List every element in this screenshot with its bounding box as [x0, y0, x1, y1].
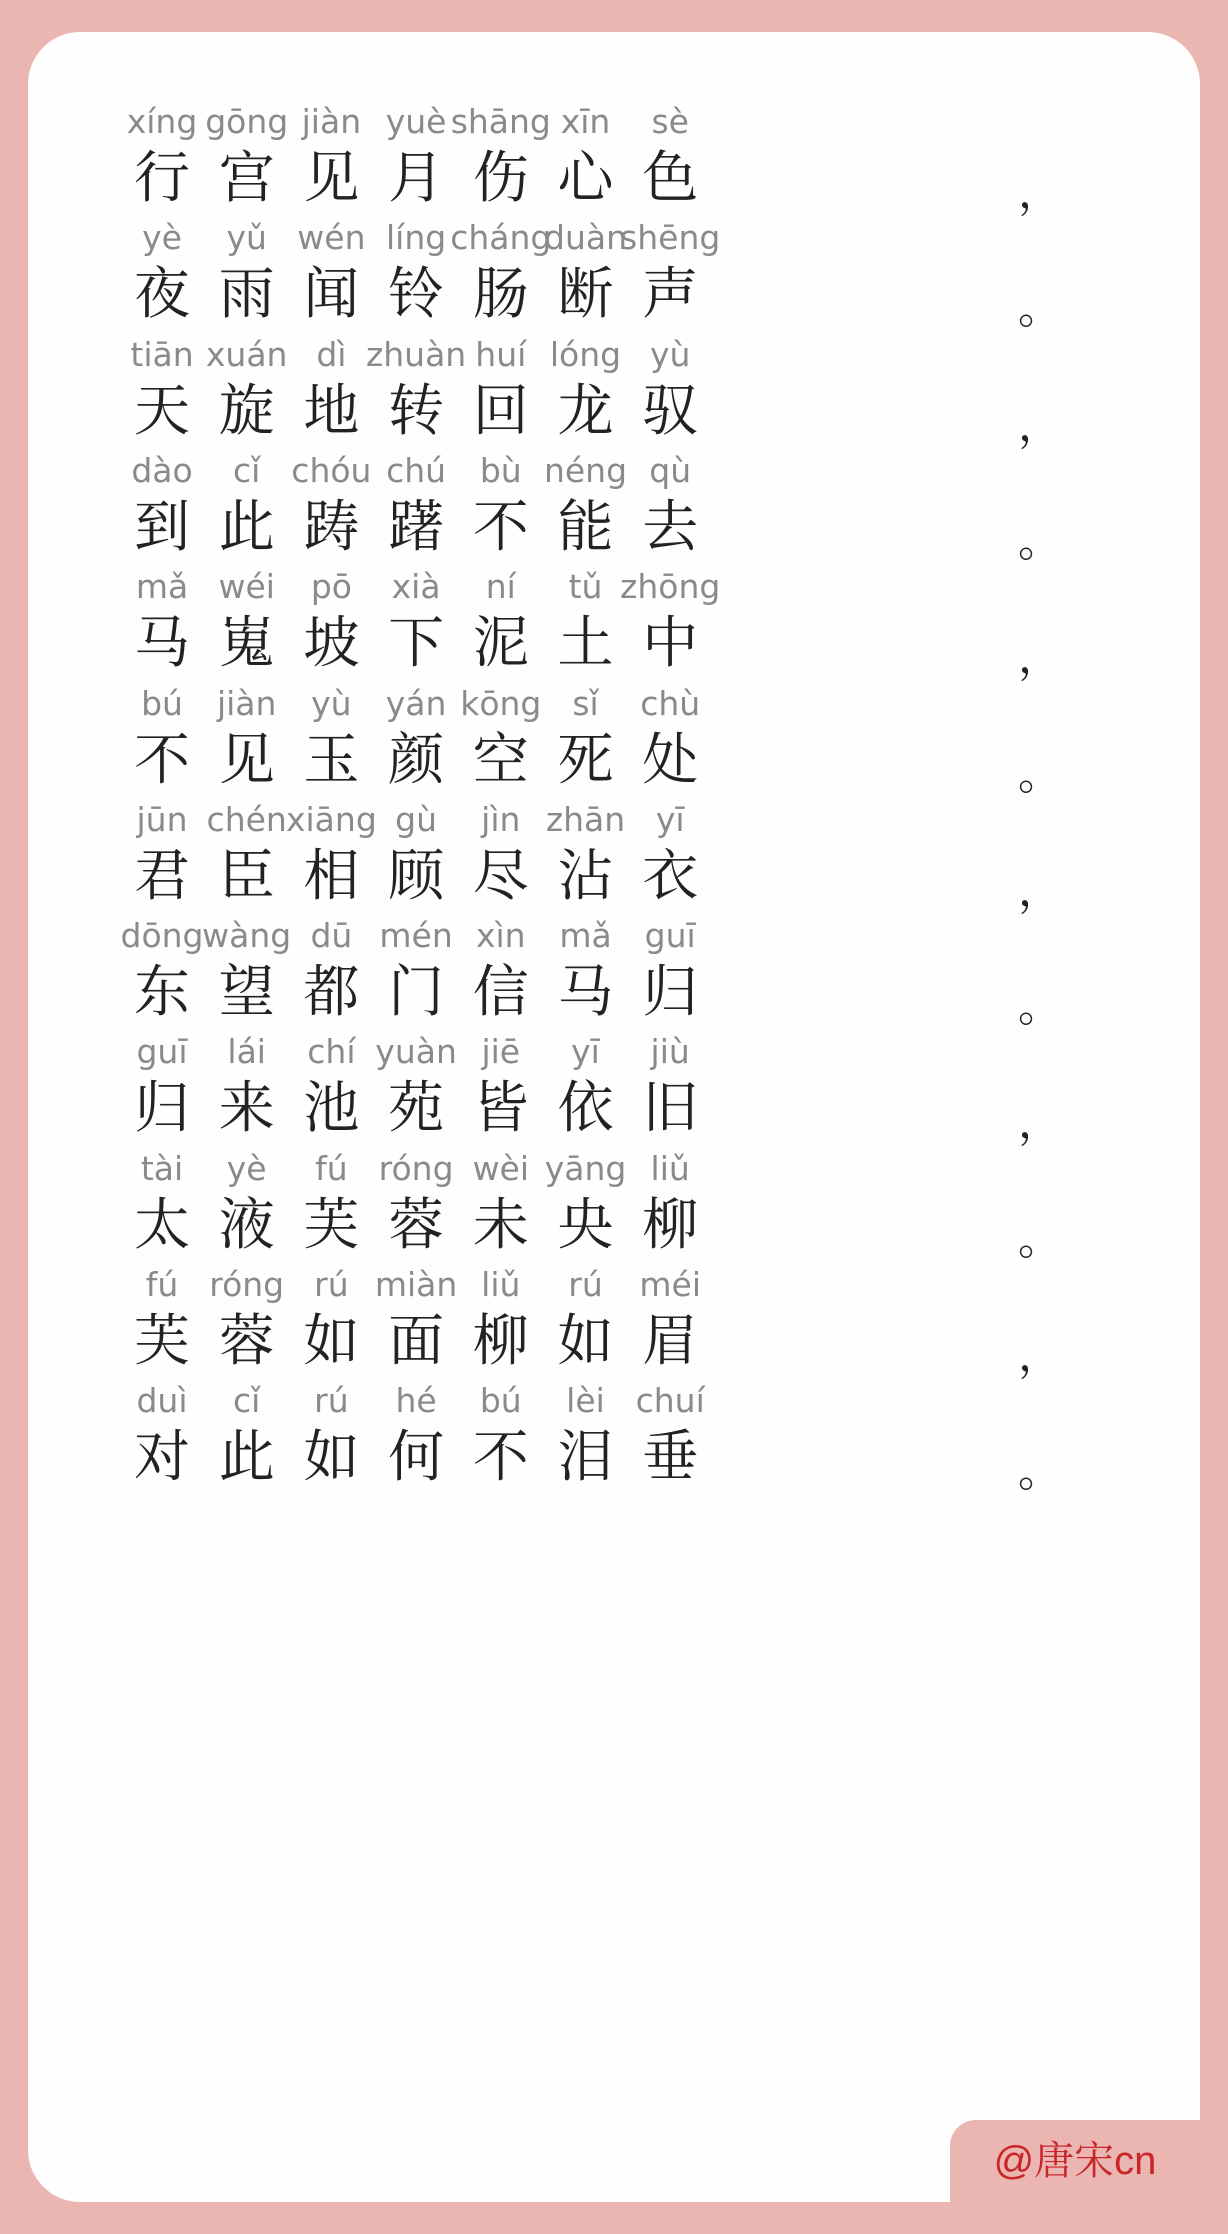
pinyin: bú [141, 683, 183, 723]
hanzi: 芙 [134, 1309, 190, 1374]
pinyin: wàng [202, 916, 292, 956]
watermark-text: @唐宋cn [993, 2139, 1157, 2183]
punctuation: 。 [1018, 283, 1062, 335]
punctuation: ， [1018, 864, 1062, 916]
pinyin: méi [639, 1265, 701, 1304]
hanzi: 夜 [134, 262, 190, 328]
hanzi: 去 [642, 494, 699, 560]
hanzi: 来 [218, 1076, 275, 1142]
hanzi: 转 [388, 378, 445, 444]
pinyin: dū [310, 916, 353, 956]
pinyin: rú [314, 1265, 349, 1304]
hanzi: 宫 [218, 146, 275, 211]
hanzi: 尽 [472, 843, 529, 909]
punctuation: 。 [1018, 515, 1062, 567]
pinyin: bú [479, 1381, 522, 1421]
poem-char [610, 1379, 730, 1529]
pinyin: yán [385, 683, 447, 723]
pinyin: shēng [620, 218, 721, 258]
pinyin: xíng [126, 102, 198, 141]
pinyin: yuè [385, 102, 447, 141]
pinyin: liǔ [650, 1148, 690, 1188]
pinyin: kōng [460, 683, 542, 723]
hanzi: 都 [303, 960, 360, 1026]
hanzi: 声 [642, 262, 699, 328]
pinyin: xīn [560, 102, 611, 141]
hanzi: 柳 [642, 1192, 699, 1258]
hanzi: 归 [642, 960, 699, 1026]
hanzi: 马 [134, 611, 190, 677]
hanzi: 能 [557, 494, 614, 560]
hanzi: 玉 [303, 727, 360, 793]
pinyin: dào [131, 450, 193, 490]
hanzi: 龙 [557, 378, 614, 444]
pinyin: dōng [120, 916, 204, 956]
pinyin: tǔ [568, 567, 603, 607]
hanzi: 心 [557, 146, 614, 211]
pinyin: duàn [544, 218, 627, 258]
hanzi: 见 [218, 727, 275, 793]
pinyin: yǔ [226, 218, 267, 258]
hanzi: 如 [557, 1309, 614, 1374]
punctuation: ， [1018, 632, 1062, 684]
pinyin: huí [475, 334, 527, 374]
hanzi: 望 [218, 960, 275, 1026]
hanzi: 中 [642, 611, 699, 677]
pinyin: wén [297, 218, 366, 258]
hanzi: 眉 [642, 1309, 699, 1374]
hanzi: 门 [388, 960, 445, 1026]
hanzi: 旧 [642, 1076, 699, 1142]
hanzi: 处 [642, 727, 699, 793]
poem-body [28, 32, 1200, 2202]
hanzi: 液 [218, 1192, 275, 1258]
pinyin: lóng [549, 334, 622, 374]
hanzi: 驭 [642, 378, 699, 444]
pinyin: zhān [545, 799, 626, 839]
punctuation: ， [1018, 1097, 1062, 1149]
hanzi: 皆 [472, 1076, 529, 1142]
hanzi: 未 [472, 1192, 529, 1258]
pinyin: yù [311, 683, 352, 723]
pinyin: yè [226, 1148, 267, 1188]
watermark [950, 2120, 1200, 2202]
punctuation: 。 [1018, 748, 1062, 800]
pinyin: chù [640, 683, 701, 723]
pinyin: duì [136, 1381, 188, 1421]
pinyin: róng [378, 1148, 454, 1188]
hanzi: 马 [557, 960, 614, 1026]
pinyin: jiē [481, 1032, 521, 1072]
pinyin: mǎ [135, 567, 189, 607]
hanzi: 如 [303, 1425, 360, 1491]
pinyin: cǐ [233, 1381, 261, 1421]
pinyin: miàn [374, 1265, 458, 1304]
pinyin: mǎ [559, 916, 612, 956]
hanzi: 如 [303, 1309, 360, 1374]
pinyin: chí [307, 1032, 356, 1072]
hanzi: 此 [218, 1425, 275, 1491]
punctuation: ， [1018, 167, 1062, 218]
pinyin: yī [655, 799, 685, 839]
pinyin: hé [395, 1381, 437, 1421]
hanzi: 旋 [218, 378, 275, 444]
pinyin: jiàn [216, 683, 277, 723]
hanzi: 信 [472, 960, 529, 1026]
pinyin: xiāng [285, 799, 377, 839]
punctuation: ， [1018, 399, 1062, 451]
hanzi: 不 [472, 494, 529, 560]
pinyin: tài [140, 1148, 184, 1188]
pinyin: jiàn [301, 102, 362, 141]
pinyin: guī [644, 916, 696, 956]
hanzi: 泥 [472, 611, 529, 677]
hanzi: 不 [134, 727, 190, 793]
hanzi: 柳 [472, 1309, 529, 1374]
pinyin: yī [571, 1032, 600, 1072]
hanzi: 沾 [557, 843, 614, 909]
pinyin: líng [385, 218, 447, 258]
pinyin: rú [568, 1265, 603, 1304]
hanzi: 空 [472, 727, 529, 793]
hanzi: 地 [303, 378, 360, 444]
hanzi: 闻 [303, 262, 360, 328]
hanzi: 面 [388, 1309, 445, 1374]
pinyin: chóu [291, 450, 372, 490]
hanzi: 行 [134, 146, 190, 211]
pinyin: fú [145, 1265, 179, 1304]
pinyin: chú [386, 450, 447, 490]
punctuation: 。 [1018, 981, 1062, 1033]
hanzi: 死 [557, 727, 614, 793]
pinyin: xuán [205, 334, 288, 374]
hanzi: 踌 [303, 494, 360, 560]
pinyin: xìn [475, 916, 526, 956]
hanzi: 躇 [388, 494, 445, 560]
pinyin: róng [209, 1265, 285, 1304]
hanzi: 此 [218, 494, 275, 560]
pinyin: gù [395, 799, 438, 839]
hanzi: 太 [134, 1192, 190, 1258]
pinyin: wèi [472, 1148, 530, 1188]
pinyin: pō [310, 567, 352, 607]
hanzi: 天 [134, 378, 190, 444]
hanzi: 伤 [472, 146, 529, 211]
punctuation: ， [1018, 1330, 1062, 1381]
pinyin: jìn [481, 799, 521, 839]
pinyin: cháng [450, 218, 552, 258]
pinyin: gōng [205, 102, 289, 141]
pinyin: yāng [544, 1148, 627, 1188]
pinyin: lèi [566, 1381, 605, 1421]
hanzi: 央 [557, 1192, 614, 1258]
hanzi: 肠 [472, 262, 529, 328]
pinyin: sè [651, 102, 689, 141]
hanzi: 蓉 [388, 1192, 445, 1258]
pinyin: rú [314, 1381, 349, 1421]
hanzi: 苑 [388, 1076, 445, 1142]
hanzi: 泪 [557, 1425, 614, 1491]
poem-line [28, 1379, 1200, 1529]
pinyin: fú [315, 1148, 348, 1188]
pinyin: wéi [218, 567, 275, 607]
hanzi: 到 [134, 494, 190, 560]
punctuation: 。 [1018, 1446, 1062, 1498]
hanzi: 铃 [388, 262, 445, 328]
hanzi: 何 [388, 1425, 445, 1491]
pinyin: chuí [635, 1381, 705, 1421]
pinyin: bù [479, 450, 522, 490]
pinyin: dì [316, 334, 347, 374]
hanzi: 蓉 [218, 1309, 275, 1374]
pinyin: guī [136, 1032, 188, 1072]
hanzi: 嵬 [218, 611, 275, 677]
hanzi: 君 [134, 843, 190, 909]
hanzi: 色 [642, 146, 699, 211]
pinyin: lái [227, 1032, 266, 1072]
pinyin: shāng [450, 102, 551, 141]
hanzi: 相 [303, 843, 360, 909]
hanzi: 回 [472, 378, 529, 444]
poem-card [28, 32, 1200, 2202]
pinyin: liǔ [481, 1265, 521, 1304]
hanzi: 垂 [642, 1425, 699, 1491]
hanzi: 雨 [218, 262, 275, 328]
hanzi: 不 [472, 1425, 529, 1491]
pinyin: yè [142, 218, 182, 258]
pinyin: ní [485, 567, 516, 607]
pinyin: zhōng [620, 567, 721, 607]
pinyin: tiān [130, 334, 194, 374]
hanzi: 归 [134, 1076, 190, 1142]
hanzi: 断 [557, 262, 614, 328]
hanzi: 见 [303, 146, 360, 211]
pinyin: yù [649, 334, 691, 374]
hanzi: 依 [557, 1076, 614, 1142]
pinyin: néng [543, 450, 628, 490]
punctuation: 。 [1018, 1213, 1062, 1265]
pinyin: yuàn [375, 1032, 457, 1072]
hanzi: 衣 [642, 843, 699, 909]
pinyin: sǐ [572, 683, 599, 723]
pinyin: jūn [136, 799, 188, 839]
pinyin: chén [206, 799, 287, 839]
hanzi: 下 [388, 611, 445, 677]
pinyin: xià [391, 567, 441, 607]
pinyin: jiù [650, 1032, 690, 1072]
pinyin: cǐ [233, 450, 261, 490]
pinyin: mén [379, 916, 453, 956]
hanzi: 池 [303, 1076, 360, 1142]
hanzi: 月 [388, 146, 445, 211]
hanzi: 东 [134, 960, 190, 1026]
hanzi: 颜 [388, 727, 445, 793]
hanzi: 坡 [303, 611, 360, 677]
pinyin: qù [649, 450, 692, 490]
pinyin: zhuàn [365, 334, 467, 374]
hanzi: 臣 [218, 843, 275, 909]
hanzi: 顾 [388, 843, 445, 909]
hanzi: 对 [134, 1425, 190, 1491]
hanzi: 芙 [303, 1192, 360, 1258]
hanzi: 土 [557, 611, 614, 677]
